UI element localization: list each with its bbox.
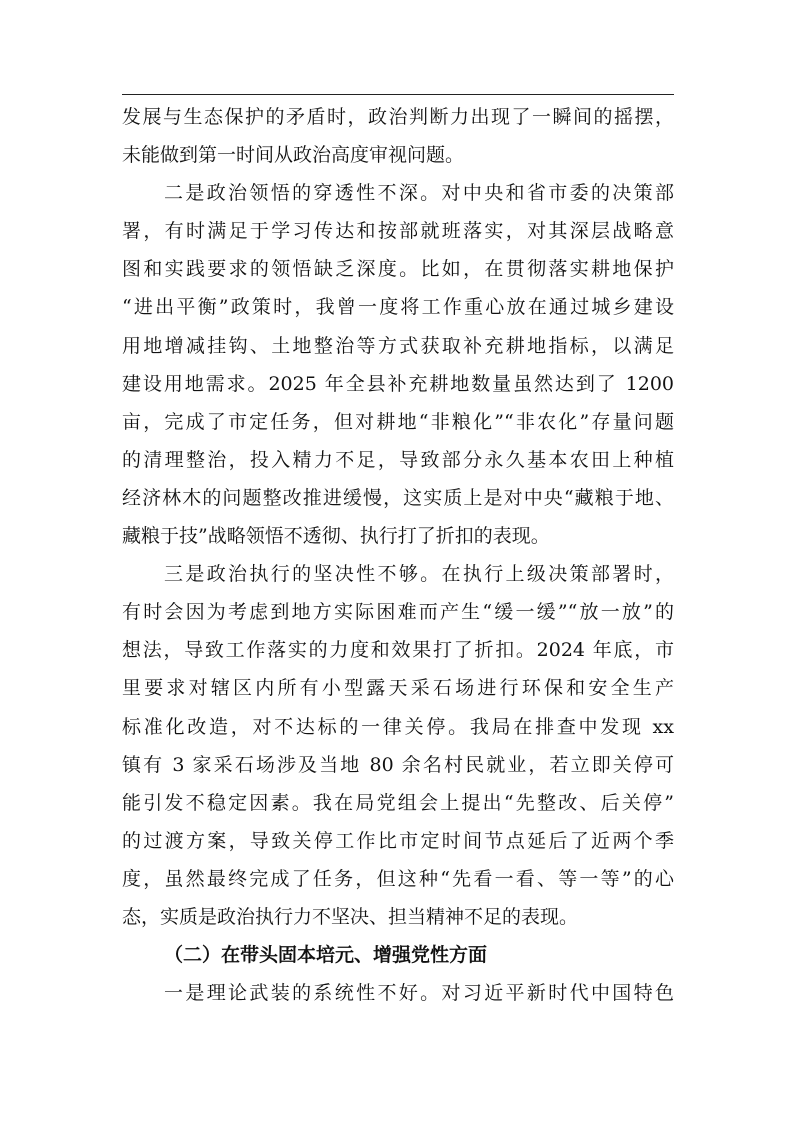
body-line: 的清理整治，投入精力不足，导致部分永久基本农田上种植	[122, 448, 674, 471]
paragraph-first-line: 二是政治领悟的穿透性不深。对中央和省市委的决策部	[164, 182, 674, 205]
body-line: 镇有 3 家采石场涉及当地 80 余名村民就业，若立即关停可	[122, 753, 674, 776]
body-line: 态，实质是政治执行力不坚决、担当精神不足的表现。	[122, 905, 579, 928]
body-line: 发展与生态保护的矛盾时，政治判断力出现了一瞬间的摇摆，	[122, 106, 674, 128]
body-line: 的过渡方案，导致关停工作比市定时间节点延后了近两个季	[122, 829, 674, 852]
body-line: 有时会因为考虑到地方实际困难而产生“缓一缓”“放一放”的	[122, 601, 674, 624]
header-rule	[122, 94, 674, 95]
body-line: 亩，完成了市定任务，但对耕地“非粮化”“非农化”存量问题	[122, 410, 674, 433]
document-body	[122, 98, 674, 1012]
body-line: 能引发不稳定因素。我在局党组会上提出“先整改、后关停”	[122, 791, 674, 814]
body-line: 标准化改造，对不达标的一律关停。我局在排查中发现 xx	[122, 715, 674, 738]
body-line: 未能做到第一时间从政治高度审视问题。	[122, 144, 465, 167]
body-line: 署，有时满足于学习传达和按部就班落实，对其深层战略意	[122, 220, 674, 243]
body-line: 用地增减挂钩、土地整治等方式获取补充耕地指标，以满足	[122, 334, 674, 357]
paragraph-first-line: 一是理论武装的系统性不好。对习近平新时代中国特色	[164, 982, 674, 1005]
body-line: 想法，导致工作落实的力度和效果打了折扣。2024 年底，市	[122, 639, 674, 662]
body-line: 藏粮于技”战略领悟不透彻、执行打了折扣的表现。	[122, 525, 550, 548]
body-line: 度，虽然最终完成了任务，但这种“先看一看、等一等”的心	[122, 867, 674, 890]
body-line: 图和实践要求的领悟缺乏深度。比如，在贯彻落实耕地保护	[122, 258, 674, 281]
paragraph-first-line: 三是政治执行的坚决性不够。在执行上级决策部署时，	[164, 563, 674, 586]
body-line: 经济林木的问题整改推进缓慢，这实质上是对中央“藏粮于地、	[122, 486, 674, 509]
section-heading: （二）在带头固本培元、增强党性方面	[164, 944, 488, 967]
body-line: “进出平衡”政策时，我曾一度将工作重心放在通过城乡建设	[122, 296, 674, 319]
body-line: 里要求对辖区内所有小型露天采石场进行环保和安全生产	[122, 677, 674, 700]
body-line: 建设用地需求。2025 年全县补充耕地数量虽然达到了 1200	[122, 372, 674, 395]
